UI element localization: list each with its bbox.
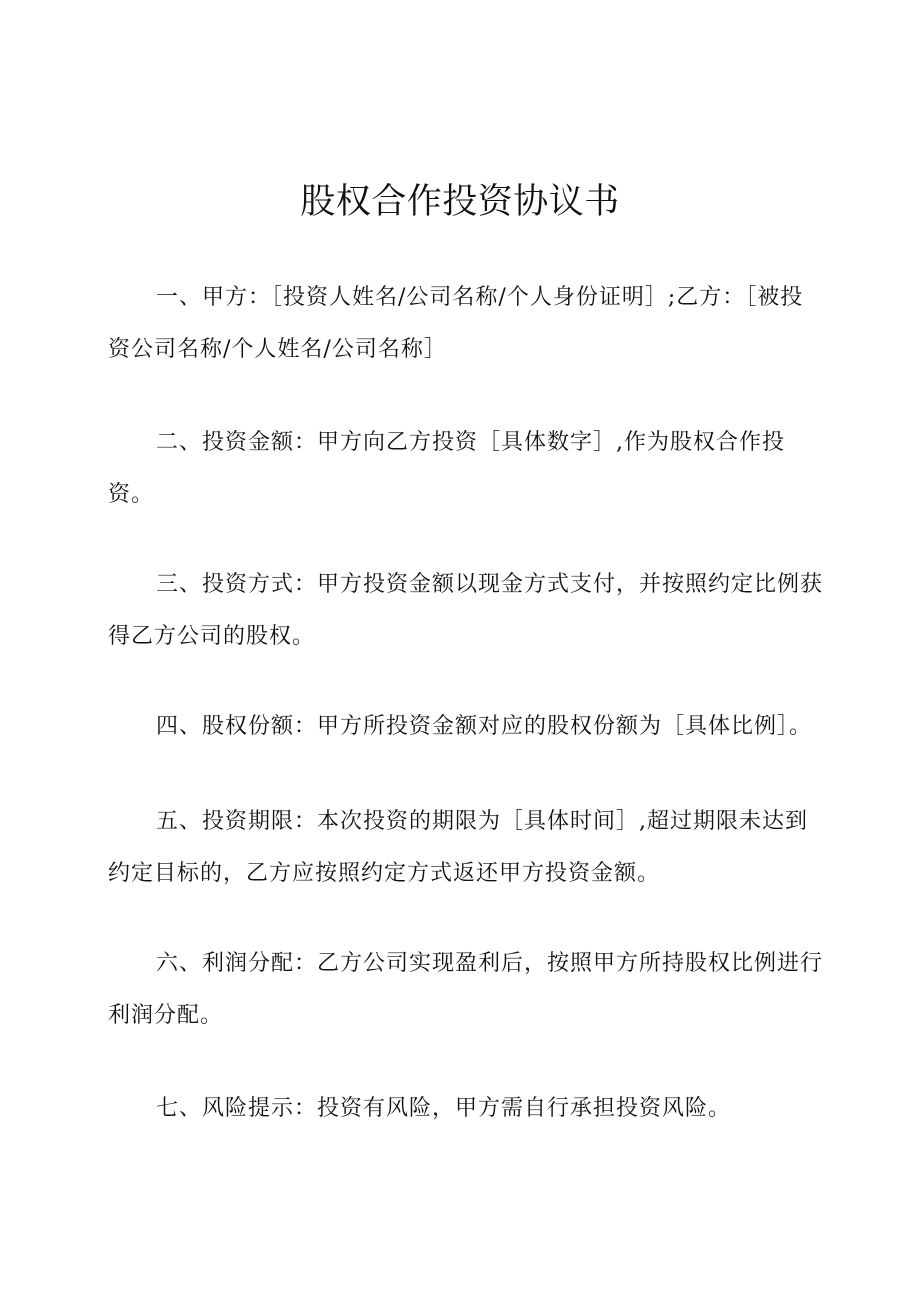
clause-6-profit-distribution: 六、利润分配：乙方公司实现盈利后，按照甲方所持股权比例进行利润分配。 [108, 951, 824, 1028]
clause-4-equity-share: 四、股权份额：甲方所投资金额对应的股权份额为［具体比例］。 [156, 714, 813, 739]
clause-3-investment-method: 三、投资方式：甲方投资金额以现金方式支付，并按照约定比例获得乙方公司的股权。 [108, 572, 824, 649]
clause-2-investment-amount: 二、投资金额：甲方向乙方投资［具体数字］,作为股权合作投资。 [108, 430, 785, 507]
clause-1-parties: 一、甲方：［投资人姓名/公司名称/个人身份证明］;乙方：［被投资公司名称/个人姓名/公司名称］ [108, 285, 804, 362]
clause-5-investment-term: 五、投资期限：本次投资的期限为［具体时间］,超过期限未达到约定目标的，乙方应按照约定方式返还甲方投资金额。 [108, 809, 808, 886]
clause-7-risk-warning: 七、风险提示：投资有风险，甲方需自行承担投资风险。 [156, 1096, 732, 1121]
document-title: 股权合作投资协议书 [300, 182, 620, 222]
